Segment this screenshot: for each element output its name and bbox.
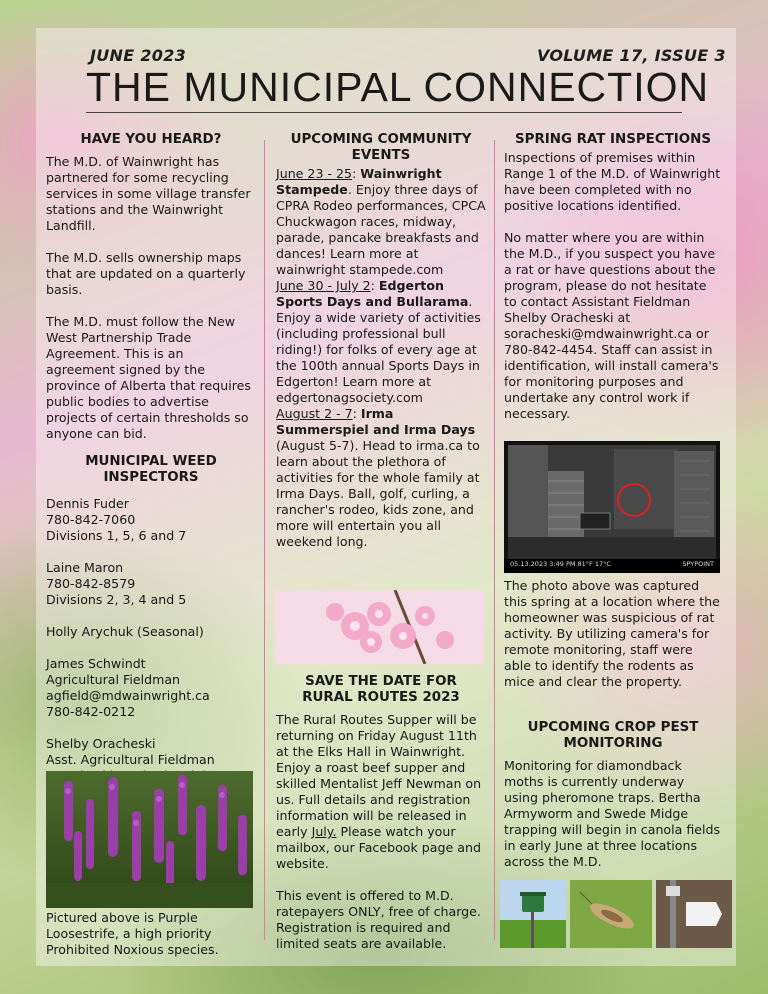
crop-pest-text: Monitoring for diamondback moths is currently underway using pheromone traps. Bertha Armyworm and Swede Midge trapping will begin in canola fields in early June at three locations across the M.D.	[504, 758, 721, 869]
right-column	[504, 132, 722, 438]
issue-date: JUNE 2023	[90, 46, 187, 65]
contact-name: Dennis Fuder	[46, 496, 129, 511]
heard-paragraph: The M.D. must follow the New West Partnership Trade Agreement. This is an agreement signed by the province of Alberta that requires public bodies to advertise projects of certain thresholds so anyone can bid.	[46, 314, 251, 441]
purple-loosestrife-photo	[46, 771, 253, 908]
contact-email[interactable]: agfield@mdwainwright.ca	[46, 688, 210, 703]
rural-routes-text-end: Please watch your mailbox, our Facebook page and website.	[276, 824, 481, 871]
contact-phone: 780-842-8579	[46, 576, 136, 591]
title-rule	[86, 112, 682, 113]
crop-pest-section	[504, 720, 722, 886]
contact-james	[46, 656, 256, 720]
contact-role: Agricultural Fieldman	[46, 672, 181, 687]
contact-role: Asst. Agricultural Fieldman	[46, 752, 215, 767]
camera-timestamp: 05.13.2023 3:49 PM 81°F 17°C	[510, 560, 611, 568]
heard-paragraph: The M.D. of Wainwright has partnered for some recycling services in some village transfer stations and the Wainwright Landfill.	[46, 154, 251, 233]
column-divider-1	[264, 140, 265, 940]
rural-routes-heading: SAVE THE DATE FOR RURAL ROUTES 2023	[302, 674, 460, 705]
event-stampede: June 23 - 25: Wainwright Stampede. Enjoy three days of CPRA Rodeo performances, CPCA Chuckwagon races, midway, parade, pancake breakfasts and dances! Learn more at wainwright stampede.com	[276, 166, 486, 277]
rat-paragraph: Inspections of premises within Range 1 of the M.D. of Wainwright have been completed with no positive locations identified.	[504, 150, 721, 213]
contact-divisions: Divisions 2, 3, 4 and 5	[46, 592, 187, 607]
events-heading: UPCOMING COMMUNITY EVENTS	[290, 132, 472, 163]
event-text: Enjoy three days of CPRA Rodeo performances, CPCA Chuckwagon races, midway, parade, pancake breakfasts and dances! Learn more at wainwright stampede.com	[276, 182, 486, 277]
contact-holly	[46, 624, 256, 640]
contact-name: Shelby Oracheski	[46, 736, 156, 751]
event-text: Enjoy a wide variety of activities (including professional bull riding!) for folks of every age at the 100th annual Sports Days in Edgerton! Learn more at edgertonagsociety.com	[276, 310, 481, 405]
issue-volume: VOLUME 17, ISSUE 3	[537, 46, 726, 65]
diamondback-moth-photo	[570, 880, 652, 948]
middle-column	[276, 132, 486, 550]
pheromone-trap-photo	[500, 880, 566, 948]
contact-dennis	[46, 496, 256, 544]
newsletter-title: THE MUNICIPAL CONNECTION	[86, 64, 710, 110]
loosestrife-caption: Pictured above is Purple Loosestrife, a high priority Prohibited Noxious species.	[46, 910, 219, 957]
event-date: August 2 - 7	[276, 406, 353, 421]
contact-laine	[46, 560, 256, 608]
rat-inspections-heading: SPRING RAT INSPECTIONS	[514, 132, 711, 147]
crop-pest-heading: UPCOMING CROP PEST MONITORING	[527, 720, 699, 751]
event-date: June 30 - July 2	[276, 278, 371, 293]
rural-routes-july: July.	[311, 824, 337, 839]
rural-routes-section	[276, 674, 486, 968]
camera-brand: SPYPOINT	[682, 560, 714, 568]
swede-midge-trap-photo	[656, 880, 732, 948]
event-date: June 23 - 25	[276, 166, 353, 181]
cherry-blossom-photo	[275, 590, 484, 664]
contact-divisions: Divisions 1, 5, 6 and 7	[46, 528, 187, 543]
rural-routes-text	[276, 712, 486, 872]
event-name: Edgerton Sports Days and Bullarama	[276, 278, 469, 309]
have-you-heard-heading: HAVE YOU HEARD?	[80, 132, 222, 147]
contact-name: Holly Arychuk (Seasonal)	[46, 624, 204, 639]
contact-name: James Schwindt	[46, 656, 146, 671]
rat-photo-caption: The photo above was captured this spring at a location where the homeowner was suspicious of rat activity. By utilizing camera's for remote monitoring, staff were able to identify the rodents as mice and clear the property.	[504, 578, 720, 689]
event-edgerton: June 30 - July 2: Edgerton Sports Days and Bullarama. Enjoy a wide variety of activities (including professional bull riding!) for folks of every age at the 100th annual Sports Days in Edgerton! Learn more at edgertonagsociety.com	[276, 278, 481, 405]
contact-phone: 780-842-0212	[46, 704, 136, 719]
weed-inspectors-heading: MUNICIPAL WEED INSPECTORS	[85, 454, 217, 485]
heard-paragraph: The M.D. sells ownership maps that are updated on a quarterly basis.	[46, 250, 246, 297]
inspector-contacts	[46, 496, 256, 800]
event-irma: August 2 - 7: Irma Summerspiel and Irma Days (August 5-7). Head to irma.ca to learn about the plethora of activities for the whole family at Irma Days. Ball, golf, curling, a rancher's rodeo, kids zone, and more will entertain you all weekend long.	[276, 406, 480, 549]
rural-routes-note: This event is offered to M.D. ratepayers ONLY, free of charge. Registration is required and limited seats are available.	[276, 888, 481, 951]
event-name: Wainwright Stampede	[276, 166, 442, 197]
contact-phone: 780-842-7060	[46, 512, 136, 527]
rat-paragraph: No matter where you are within the M.D., if you suspect you have a rat or have questions about the program, please do not hesitate to contact Assistant Fieldman Shelby Oracheski at soracheski@mdwainwright.ca or 780-842-4454. Staff can assist in identification, will install camera's for monitoring purposes and undertake any control work if necessary.	[504, 230, 719, 421]
left-column	[46, 132, 256, 800]
contact-name: Laine Maron	[46, 560, 124, 575]
event-text: (August 5-7). Head to irma.ca to learn about the plethora of activities for the whole family at Irma Days. Ball, golf, curling, a rancher's rodeo, kids zone, and more will entertain you all weekend long.	[276, 438, 480, 549]
rural-routes-text-main: The Rural Routes Supper will be returning on Friday August 11th at the Elks Hall in Wainwright. Enjoy a roast beef supper and skilled Mentalist Jeff Newman on us. Full details and registration information will be released in early	[276, 712, 482, 839]
event-name: Irma Summerspiel and Irma Days	[276, 406, 476, 437]
trail-camera-photo	[504, 441, 720, 573]
column-divider-2	[494, 140, 495, 940]
